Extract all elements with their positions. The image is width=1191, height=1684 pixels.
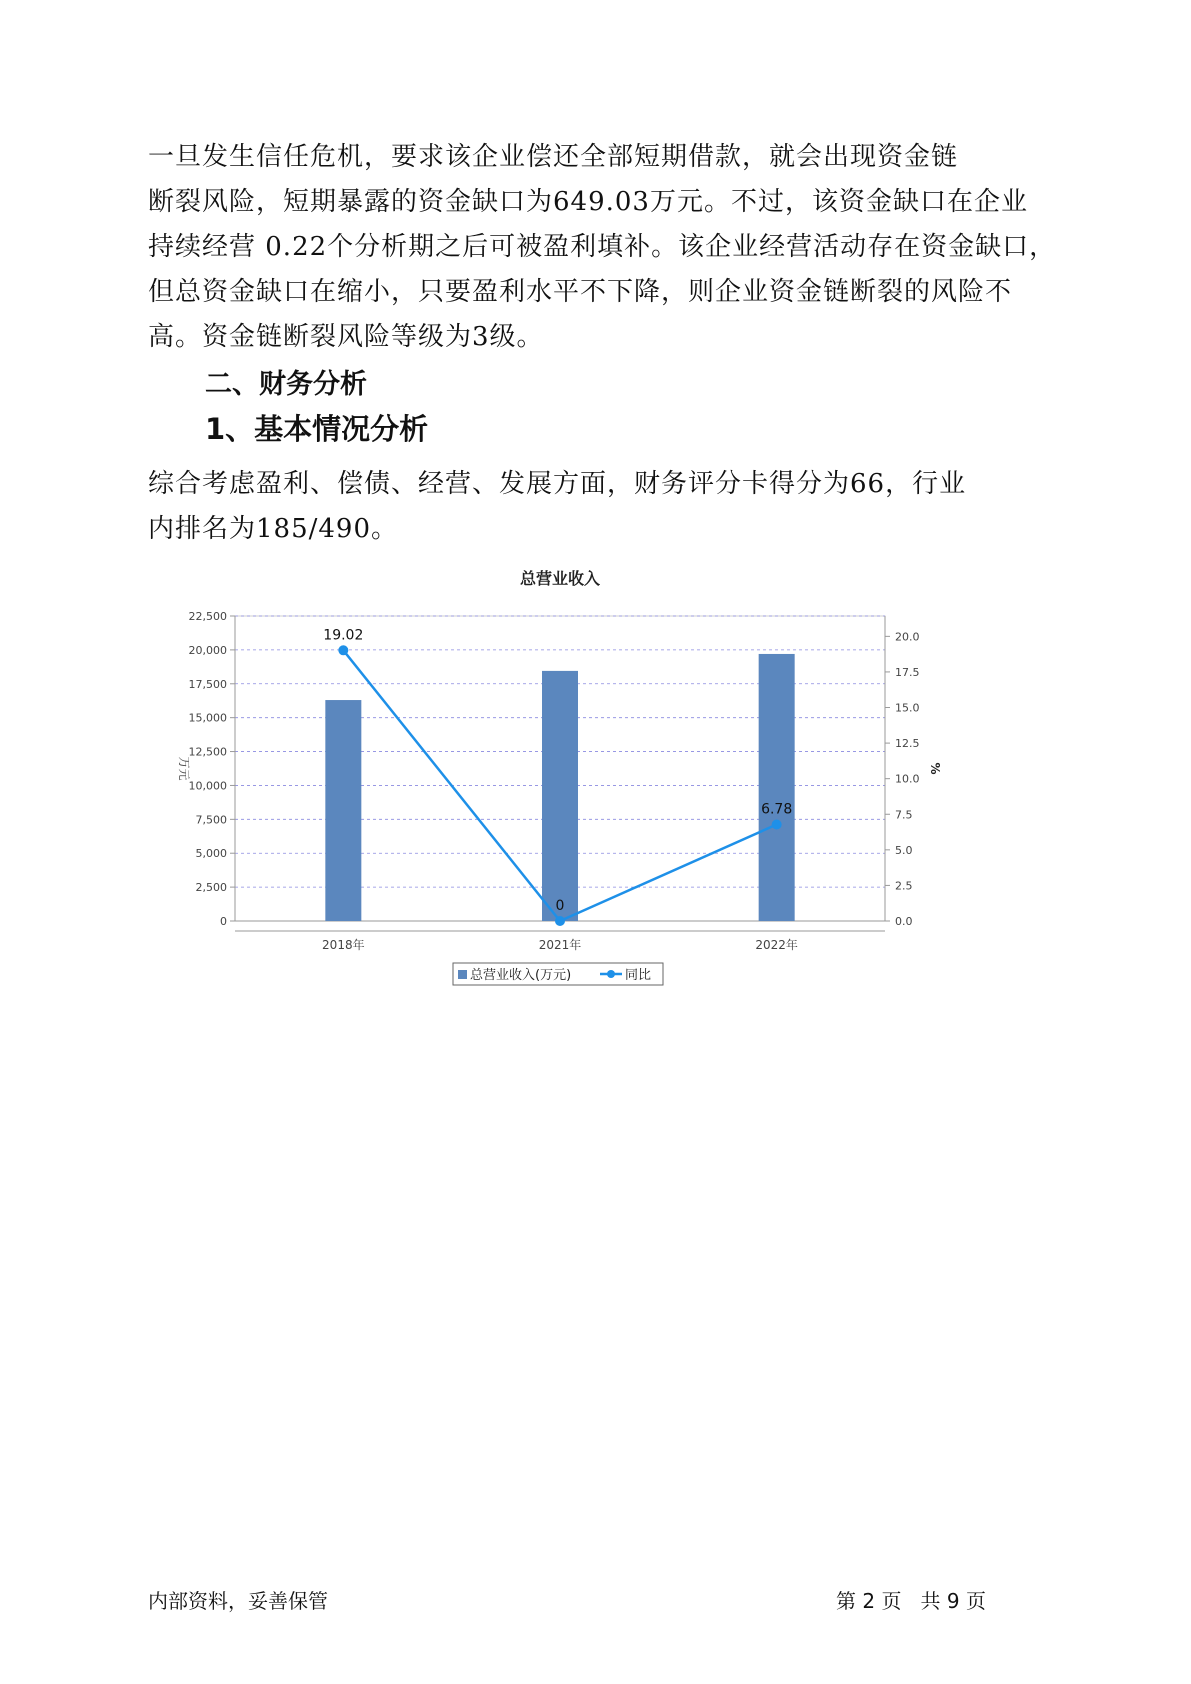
y2-tick-label: 0.0 xyxy=(895,915,913,928)
y-tick-label: 12,500 xyxy=(188,745,227,759)
y2-tick-label: 2.5 xyxy=(895,879,913,893)
y-tick-label: 0 xyxy=(220,915,227,928)
x-tick-label: 2018年 xyxy=(322,938,365,952)
y-tick-label: 10,000 xyxy=(188,779,227,793)
y-tick-label: 20,000 xyxy=(188,643,227,657)
data-label: 19.02 xyxy=(323,627,364,644)
bar xyxy=(759,654,795,921)
y2-tick-label: 10.0 xyxy=(895,772,920,786)
paragraph-line: 综合考虑盈利、偿债、经营、发展方面，财务评分卡得分为66，行业 xyxy=(148,469,967,499)
paragraph-line: 断裂风险，短期暴露的资金缺口为649.03万元。不过，该资金缺口在企业 xyxy=(148,187,1028,217)
chart-title: 总营业收入 xyxy=(519,569,601,588)
paragraph-line: 内排名为185/490。 xyxy=(148,514,399,544)
legend-label-bar: 总营业收入(万元) xyxy=(470,968,572,983)
y2-tick-label: 5.0 xyxy=(895,843,913,857)
x-tick-label: 2021年 xyxy=(538,938,582,952)
y-axis-label: 万元 xyxy=(177,756,191,781)
y2-tick-label: 17.5 xyxy=(895,665,920,679)
legend-swatch-point xyxy=(607,970,615,978)
subsection-title: 1、基本情况分析 xyxy=(205,412,429,446)
y-tick-label: 15,000 xyxy=(188,711,227,725)
section-title: 二、财务分析 xyxy=(205,369,367,400)
paragraph-score xyxy=(148,462,1048,552)
yoy-point xyxy=(338,645,348,655)
legend-label-line: 同比 xyxy=(625,968,652,983)
paragraph-line: 但总资金缺口在缩小，只要盈利水平不下降，则企业资金链断裂的风险不 xyxy=(148,277,1013,307)
y-tick-label: 5,000 xyxy=(195,847,227,861)
y2-tick-label: 12.5 xyxy=(895,737,920,751)
revenue-chart xyxy=(170,569,970,1000)
x-tick-label: 2022年 xyxy=(755,938,798,952)
data-label: 0 xyxy=(555,898,565,914)
bar xyxy=(325,700,361,921)
y2-tick-label: 15.0 xyxy=(895,701,920,715)
yoy-point xyxy=(555,916,565,926)
bar xyxy=(542,671,578,921)
y-tick-label: 22,500 xyxy=(188,610,227,623)
y-tick-label: 17,500 xyxy=(188,677,227,691)
data-label: 6.78 xyxy=(761,801,793,818)
paragraph-line: 高。资金链断裂风险等级为3级。 xyxy=(148,322,544,352)
y-tick-label: 2,500 xyxy=(195,881,227,895)
paragraph-risk xyxy=(148,135,1057,360)
footer-confidential: 内部资料，妥善保管 xyxy=(148,1589,328,1613)
paragraph-line: 一旦发生信任危机，要求该企业偿还全部短期借款，就会出现资金链 xyxy=(148,142,959,172)
y2-tick-label: 20.0 xyxy=(895,630,920,644)
y-tick-label: 7,500 xyxy=(195,813,227,827)
y2-tick-label: 7.5 xyxy=(895,808,913,822)
page-number: 第 2 页 共 9 页 xyxy=(836,1589,986,1613)
yoy-point xyxy=(772,820,782,830)
legend-swatch-bar xyxy=(458,970,467,979)
paragraph-line: 持续经营 0.22个分析期之后可被盈利填补。该企业经营活动存在资金缺口， xyxy=(148,232,1057,262)
y2-axis-label: % xyxy=(928,762,942,775)
